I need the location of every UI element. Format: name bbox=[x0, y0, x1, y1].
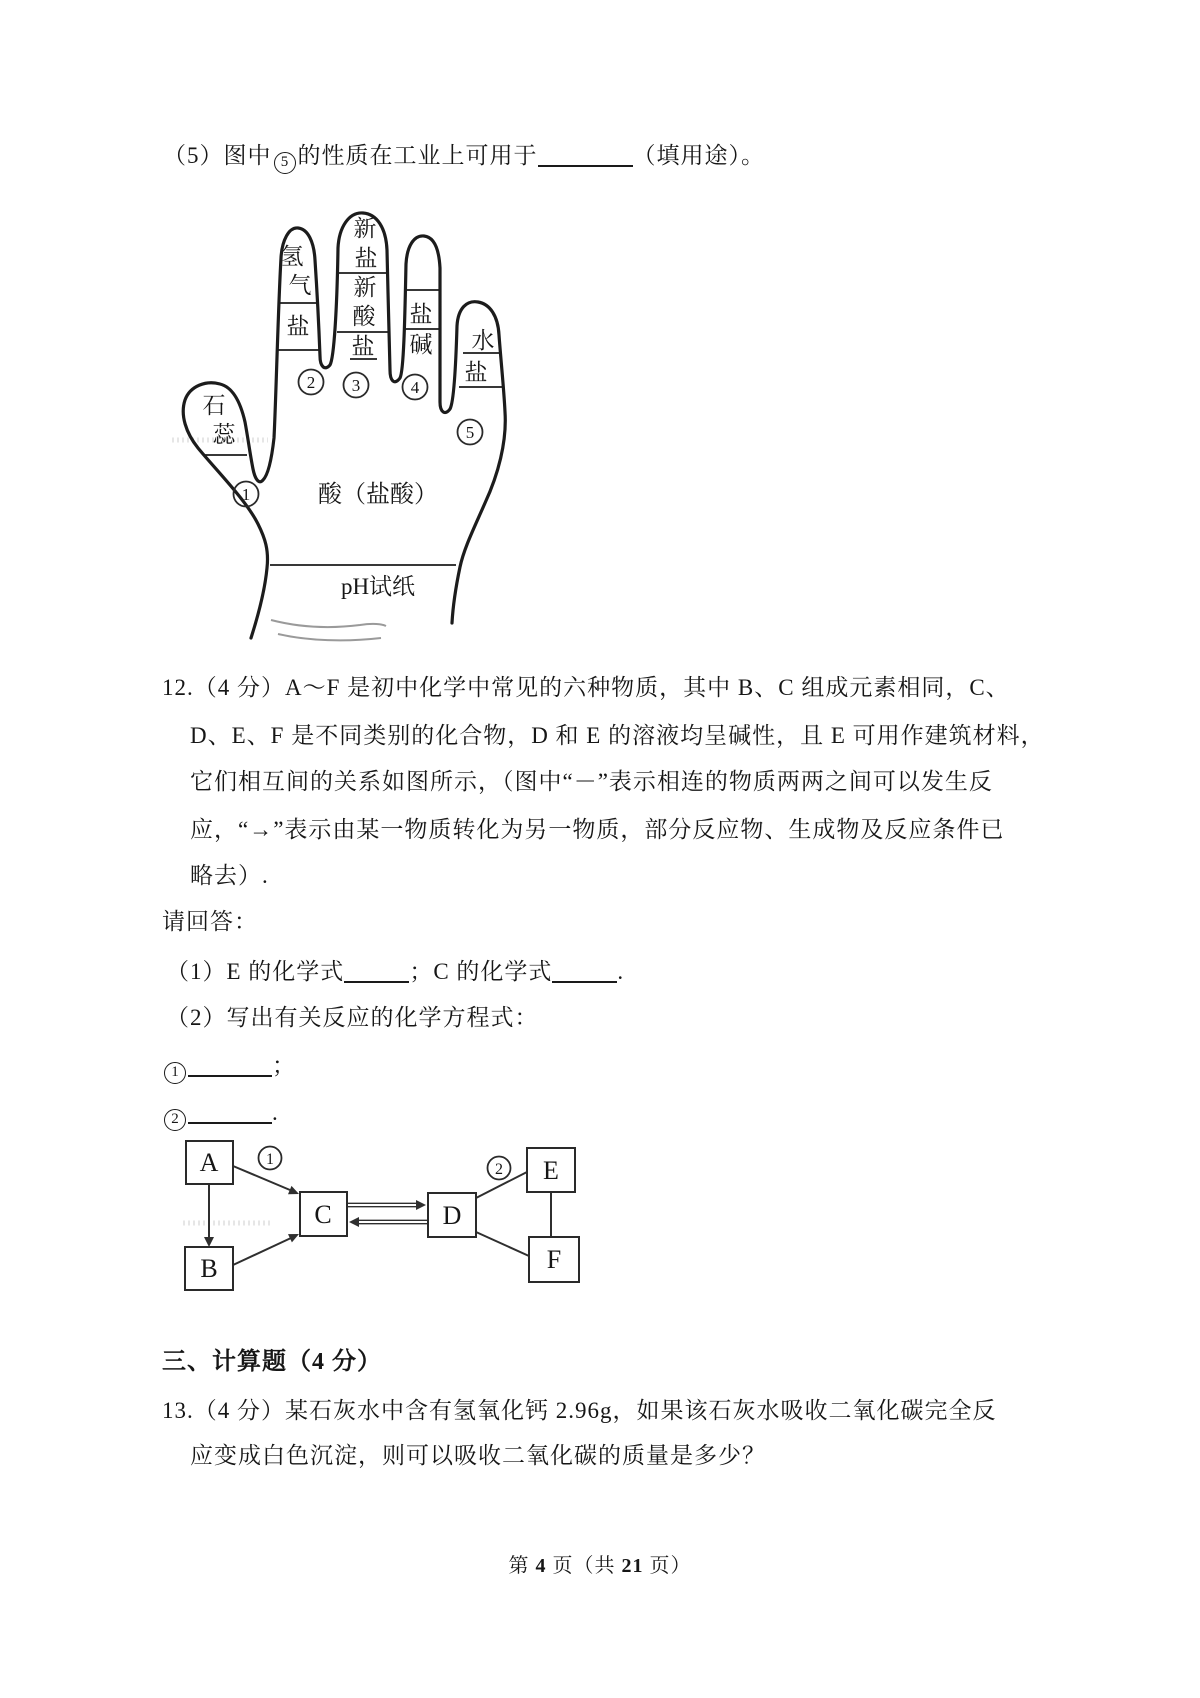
question-12-line-5: 略去）. bbox=[190, 863, 269, 888]
question-12-line-3: 它们相互间的关系如图所示，（图中“－”表示相连的物质两两之间可以发生反 bbox=[190, 769, 993, 794]
question-12-sub2: （2）写出有关反应的化学方程式： bbox=[166, 1005, 539, 1030]
question-13-line-1: 13.（4 分）某石灰水中含有氢氧化钙 2.96g，如果该石灰水吸收二氧化碳完全反 bbox=[162, 1398, 997, 1423]
index-label-3: 盐 bbox=[286, 314, 310, 339]
sub1-pre: （1）E 的化学式 bbox=[166, 959, 345, 984]
question-5-text: 的性质在工业上可用于 bbox=[297, 143, 538, 168]
question-13-line-2: 应变成白色沉淀，则可以吸收二氧化碳的质量是多少？ bbox=[190, 1443, 766, 1468]
node-d bbox=[428, 1193, 476, 1237]
middle-label-4: 酸 bbox=[352, 304, 376, 329]
thumb-label-1: 石 bbox=[202, 393, 226, 418]
node-e bbox=[527, 1148, 575, 1192]
footer-post: 页） bbox=[643, 1555, 692, 1577]
svg-text:5: 5 bbox=[465, 423, 475, 442]
reaction-label-2 bbox=[488, 1157, 511, 1180]
question-12-line-4: 应，“→”表示由某一物质转化为另一物质，部分反应物、生成物及反应条件已 bbox=[190, 817, 1005, 842]
question-5-hint: （填用途）。 bbox=[632, 143, 765, 168]
footer-page-number: 4 bbox=[535, 1555, 547, 1577]
answer-blank-q5 bbox=[538, 147, 633, 167]
sub1-end: . bbox=[617, 959, 625, 984]
wrist-squiggle bbox=[278, 634, 381, 640]
svg-text:F: F bbox=[546, 1245, 562, 1274]
footer-mid: 页（共 bbox=[546, 1555, 622, 1577]
edge-b-c bbox=[233, 1238, 291, 1265]
eq2-end: . bbox=[272, 1100, 279, 1125]
svg-text:E: E bbox=[543, 1156, 559, 1185]
middle-label-1: 新 bbox=[353, 216, 377, 241]
arrowhead-c-d bbox=[416, 1200, 426, 1210]
svg-text:2: 2 bbox=[306, 373, 316, 392]
question-12-line-2: D、E、F 是不同类别的化合物，D 和 E 的溶液均呈碱性，且 E 可用作建筑材料， bbox=[190, 723, 1045, 748]
answer-blank-c-formula bbox=[552, 963, 617, 983]
index-label-1: 氢 bbox=[280, 244, 304, 269]
answer-blank-eq1 bbox=[188, 1057, 272, 1077]
svg-text:C: C bbox=[314, 1200, 332, 1229]
svg-text:A: A bbox=[199, 1148, 219, 1177]
circled-5-inline: 5 bbox=[274, 152, 296, 174]
ring-label-1: 盐 bbox=[409, 302, 433, 327]
footer-pre: 第 bbox=[508, 1555, 536, 1577]
hand-diagram bbox=[168, 190, 508, 660]
circled-4 bbox=[403, 375, 428, 400]
question-5-line bbox=[163, 140, 765, 174]
node-b bbox=[185, 1247, 233, 1290]
sub1-mid: ；C 的化学式 bbox=[409, 959, 553, 984]
question-12-line-1: 12.（4 分）A～F 是初中化学中常见的六种物质，其中 B、C 组成元素相同，C、 bbox=[162, 675, 1010, 700]
question-12-sub1 bbox=[166, 956, 624, 987]
node-f bbox=[529, 1237, 579, 1282]
substance-relation-diagram bbox=[165, 1135, 600, 1300]
svg-text:2: 2 bbox=[495, 1161, 503, 1178]
page-footer bbox=[0, 1549, 1200, 1578]
node-a bbox=[186, 1141, 233, 1184]
circled-2-inline: 2 bbox=[164, 1109, 186, 1131]
index-label-2: 气 bbox=[288, 273, 312, 298]
answer-blank-eq2 bbox=[188, 1104, 272, 1124]
arrowhead-a-b bbox=[204, 1237, 214, 1247]
wrist-squiggle bbox=[271, 620, 386, 627]
ring-label-2: 碱 bbox=[409, 332, 433, 357]
eq1-end: ； bbox=[272, 1053, 296, 1078]
section-3-title: 三、计算题（4 分） bbox=[162, 1349, 382, 1375]
thumb-label-2: 蕊 bbox=[212, 422, 236, 447]
equation-blank-2 bbox=[162, 1097, 279, 1131]
circled-5 bbox=[458, 420, 483, 445]
reaction-label-1 bbox=[259, 1147, 282, 1170]
question-5-prefix: （5）图中 bbox=[163, 143, 272, 168]
svg-text:3: 3 bbox=[351, 376, 361, 395]
circled-2 bbox=[299, 370, 324, 395]
circled-1-inline: 1 bbox=[164, 1062, 186, 1084]
middle-label-5: 盐 bbox=[351, 334, 375, 359]
palm-label: 酸（盐酸） bbox=[318, 482, 438, 508]
circled-3 bbox=[344, 373, 369, 398]
question-12-prompt: 请回答： bbox=[162, 909, 258, 934]
answer-blank-e-formula bbox=[344, 963, 409, 983]
edge-a-c bbox=[233, 1166, 290, 1190]
equation-blank-1 bbox=[162, 1050, 296, 1084]
ph-paper-label: pH试纸 bbox=[340, 574, 416, 599]
arrowhead-d-c bbox=[349, 1217, 359, 1227]
footer-total-pages: 21 bbox=[621, 1555, 644, 1577]
svg-text:1: 1 bbox=[266, 1151, 274, 1168]
svg-text:4: 4 bbox=[410, 378, 420, 397]
svg-text:1: 1 bbox=[241, 485, 251, 504]
middle-label-3: 新 bbox=[353, 275, 377, 300]
middle-label-2: 盐 bbox=[354, 246, 378, 271]
pinky-label-2: 盐 bbox=[464, 360, 488, 385]
svg-text:B: B bbox=[200, 1254, 218, 1283]
edge-d-f bbox=[476, 1232, 529, 1256]
svg-text:D: D bbox=[442, 1201, 462, 1230]
node-c bbox=[300, 1192, 347, 1236]
pinky-label-1: 水 bbox=[471, 328, 495, 353]
